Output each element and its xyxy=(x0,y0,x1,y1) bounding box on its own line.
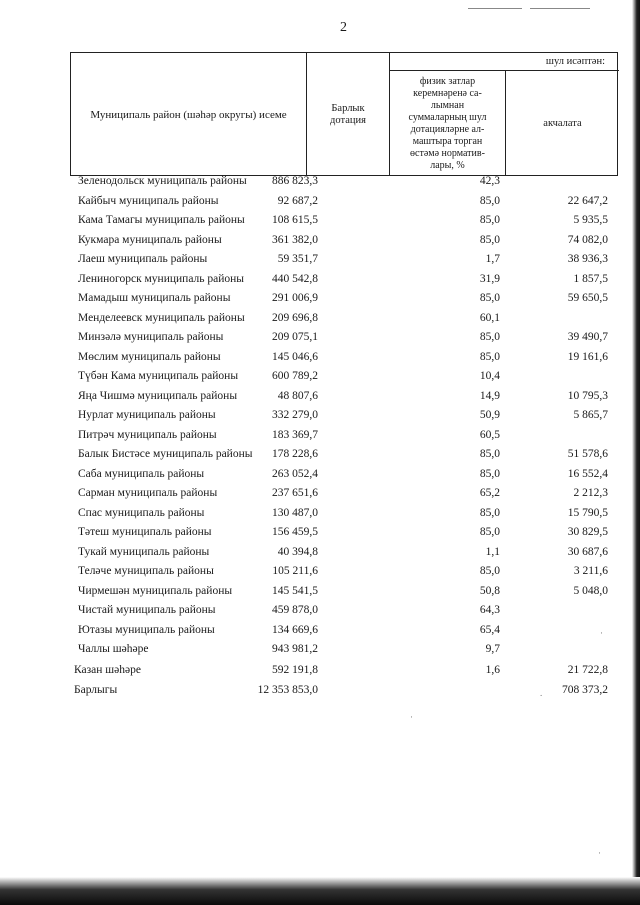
row-additional: 3 211,6 xyxy=(573,565,608,577)
row-percent: 85,0 xyxy=(479,565,500,577)
row-additional: 59 650,5 xyxy=(567,292,608,304)
row-name: Кама Тамагы муниципаль районы xyxy=(78,214,245,226)
table-row xyxy=(0,367,640,386)
row-name: Балык Бистәсе муниципаль районы xyxy=(78,448,253,460)
row-name: Кукмара муниципаль районы xyxy=(78,233,222,246)
table-row xyxy=(0,582,640,601)
row-total: 291 006,9 xyxy=(272,292,318,304)
row-percent: 85,0 xyxy=(479,331,500,343)
row-percent: 85,0 xyxy=(479,448,500,460)
row-name: Лаеш муниципаль районы xyxy=(78,253,208,265)
table-row xyxy=(0,543,640,562)
row-additional: 22 647,2 xyxy=(567,194,608,207)
row-additional: 5 935,5 xyxy=(573,214,608,226)
row-percent: 60,5 xyxy=(479,428,500,441)
row-total: 209 696,8 xyxy=(272,311,318,324)
row-total: 40 394,8 xyxy=(277,545,318,558)
row-name: Кайбыч муниципаль районы xyxy=(78,194,219,207)
row-total: 178 228,6 xyxy=(272,448,318,460)
page-number: 2 xyxy=(340,20,347,35)
table-row xyxy=(0,504,640,523)
row-name: Спас муниципаль районы xyxy=(78,506,205,519)
row-additional: 5 048,0 xyxy=(573,584,608,597)
row-total: 134 669,6 xyxy=(272,623,318,636)
table-row xyxy=(0,270,640,289)
row-percent: 85,0 xyxy=(479,350,500,363)
row-additional: 15 790,5 xyxy=(567,506,608,519)
row-additional: 2 212,3 xyxy=(573,487,608,499)
table-header xyxy=(70,52,618,176)
table-row xyxy=(0,601,640,620)
row-percent: 1,6 xyxy=(485,664,500,676)
row-additional: 51 578,6 xyxy=(567,448,608,460)
row-percent: 85,0 xyxy=(479,214,500,226)
row-additional: 30 687,6 xyxy=(567,545,608,558)
row-total: 332 279,0 xyxy=(272,409,318,421)
row-total: 361 382,0 xyxy=(272,233,318,246)
total-additional: 708 373,2 xyxy=(562,684,608,696)
row-name: Зеленодольск муниципаль районы xyxy=(78,175,247,187)
row-percent: 42,3 xyxy=(479,175,500,187)
row-additional: 19 161,6 xyxy=(567,350,608,363)
row-additional: 10 795,3 xyxy=(567,389,608,402)
row-percent: 85,0 xyxy=(479,194,500,207)
row-percent: 31,9 xyxy=(479,272,500,285)
row-name: Чистай муниципаль районы xyxy=(78,604,216,616)
scan-speck: · xyxy=(598,848,601,858)
header-total: Барлык дотация xyxy=(330,102,366,126)
row-total: 105 211,6 xyxy=(272,565,318,577)
table-row xyxy=(0,523,640,542)
row-total: 156 459,5 xyxy=(272,526,318,538)
row-name: Минзәлә муниципаль районы xyxy=(78,331,224,343)
row-additional: 16 552,4 xyxy=(567,467,608,480)
row-percent: 65,4 xyxy=(479,623,500,636)
table-row xyxy=(0,406,640,425)
row-name: Питрәч муниципаль районы xyxy=(78,428,217,441)
row-total: 59 351,7 xyxy=(277,253,318,265)
row-name: Мамадыш муниципаль районы xyxy=(78,292,231,304)
row-percent: 60,1 xyxy=(479,311,500,324)
row-percent: 1,1 xyxy=(485,545,500,558)
row-total: 183 369,7 xyxy=(272,428,318,441)
row-total: 92 687,2 xyxy=(277,194,318,207)
header-name: Муниципаль район (шәһәр округы) исеме xyxy=(90,108,287,121)
row-total: 237 651,6 xyxy=(272,487,318,499)
row-percent: 85,0 xyxy=(479,506,500,519)
table-row xyxy=(0,309,640,328)
row-additional: 1 857,5 xyxy=(573,272,608,285)
total-label: Барлыгы xyxy=(74,684,118,696)
row-percent: 14,9 xyxy=(479,389,500,402)
row-total: 130 487,0 xyxy=(272,506,318,519)
row-percent: 85,0 xyxy=(479,292,500,304)
row-additional: 21 722,8 xyxy=(567,664,608,676)
scan-speck: . xyxy=(540,688,543,698)
row-additional: 30 829,5 xyxy=(567,526,608,538)
row-percent: 64,3 xyxy=(479,604,500,616)
row-total: 459 878,0 xyxy=(272,604,318,616)
total-row xyxy=(0,681,640,700)
row-name: Саба муниципаль районы xyxy=(78,467,205,480)
row-additional: 39 490,7 xyxy=(567,331,608,343)
row-name: Менделеевск муниципаль районы xyxy=(78,311,245,324)
header-percent: физик затлар керемнәренә са- лымнан суммаларның шул дотацияләрне ал- маштыра торган өстәмә норматив- лары, % xyxy=(408,76,487,171)
row-name: Мөслим муниципаль районы xyxy=(78,350,221,363)
row-name: Казан шәһәре xyxy=(74,664,141,676)
row-name: Түбән Кама муниципаль районы xyxy=(78,370,239,382)
row-name: Чаллы шәһәре xyxy=(78,643,149,655)
row-total: 209 075,1 xyxy=(272,331,318,343)
table-row xyxy=(0,621,640,640)
row-name: Нурлат муниципаль районы xyxy=(78,409,216,421)
row-total: 600 789,2 xyxy=(272,370,318,382)
row-total: 108 615,5 xyxy=(272,214,318,226)
row-name: Лениногорск муниципаль районы xyxy=(78,272,245,285)
row-name: Чирмешән муниципаль районы xyxy=(78,584,233,597)
table-row xyxy=(0,211,640,230)
row-total: 263 052,4 xyxy=(272,467,318,480)
row-percent: 50,8 xyxy=(479,584,500,597)
row-additional: 5 865,7 xyxy=(573,409,608,421)
table-row xyxy=(0,465,640,484)
row-total: 886 823,3 xyxy=(272,175,318,187)
scan-mark xyxy=(468,8,522,9)
table-row xyxy=(0,562,640,581)
scan-mark xyxy=(530,8,590,9)
row-name: Тукай муниципаль районы xyxy=(78,545,210,558)
row-name: Теләче муниципаль районы xyxy=(78,565,214,577)
table-row xyxy=(0,231,640,250)
row-percent: 85,0 xyxy=(479,526,500,538)
row-total: 592 191,8 xyxy=(272,664,318,676)
row-total: 440 542,8 xyxy=(272,272,318,285)
table-row xyxy=(0,348,640,367)
row-total: 145 046,6 xyxy=(272,350,318,363)
row-name: Сарман муниципаль районы xyxy=(78,487,218,499)
scan-edge-bottom xyxy=(0,877,640,905)
table-row xyxy=(0,387,640,406)
table-row xyxy=(0,328,640,347)
row-name: Тәтеш муниципаль районы xyxy=(78,526,212,538)
table-row xyxy=(0,426,640,445)
row-additional: 74 082,0 xyxy=(567,233,608,246)
row-name: Яңа Чишмә муниципаль районы xyxy=(78,389,238,402)
table-row xyxy=(0,640,640,659)
table-row xyxy=(0,289,640,308)
row-total: 943 981,2 xyxy=(272,643,318,655)
header-group: шул исәптән: xyxy=(545,55,605,67)
table-row xyxy=(0,445,640,464)
row-total: 145 541,5 xyxy=(272,584,318,597)
scan-speck: · xyxy=(410,712,413,722)
scan-speck: · xyxy=(600,628,603,638)
row-percent: 50,9 xyxy=(479,409,500,421)
header-additional: акчалата xyxy=(543,117,582,129)
table-row xyxy=(0,250,640,269)
row-percent: 85,0 xyxy=(479,233,500,246)
row-percent: 10,4 xyxy=(479,370,500,382)
table-row xyxy=(0,484,640,503)
row-percent: 65,2 xyxy=(479,487,500,499)
row-additional: 38 936,3 xyxy=(567,253,608,265)
table-row xyxy=(0,661,640,680)
row-percent: 1,7 xyxy=(485,253,500,265)
table-row xyxy=(0,172,640,191)
total-sum: 12 353 853,0 xyxy=(257,684,318,696)
row-percent: 85,0 xyxy=(479,467,500,480)
row-name: Ютазы муниципаль районы xyxy=(78,623,215,636)
row-percent: 9,7 xyxy=(485,643,500,655)
table-row xyxy=(0,192,640,211)
row-total: 48 807,6 xyxy=(277,389,318,402)
